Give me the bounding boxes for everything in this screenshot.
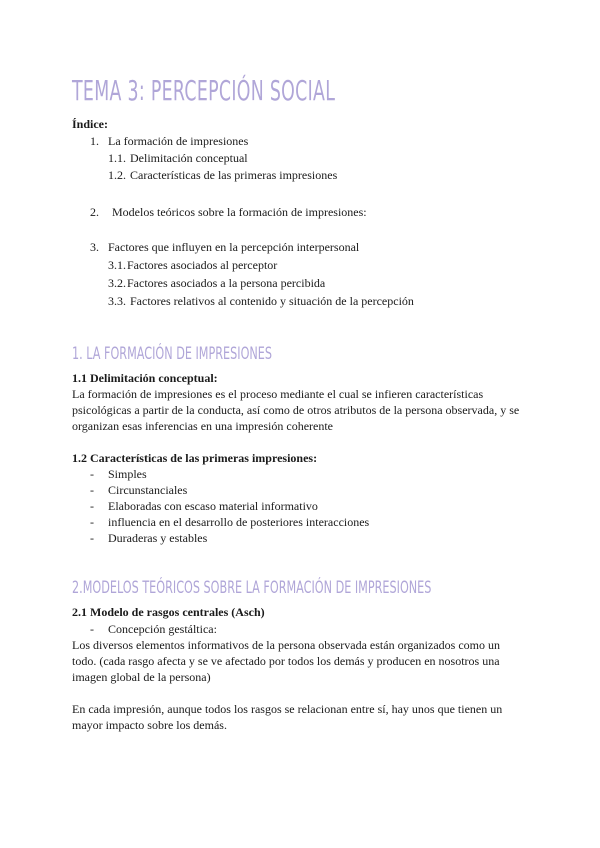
paragraph-line: todo. (cada rasgo afecta y se ve afectado por todos los demás y producen en nosotros una (72, 654, 500, 668)
paragraph-line: Los diversos elementos informativos de la persona observada están organizados como un (72, 638, 500, 652)
bullet-marker: - (90, 499, 94, 513)
subsection-2-1-heading: 2.1 Modelo de rasgos centrales (Asch) (72, 605, 265, 619)
list-item: Concepción gestáltica: (108, 622, 217, 636)
index-item-3-num: 3. (90, 240, 99, 254)
list-item: Circunstanciales (108, 483, 188, 497)
index-item-3-2-num: 3.2. (108, 276, 126, 290)
index-item-1-2-label: Características de las primeras impresiones (130, 168, 338, 182)
subsection-1-2-heading: 1.2 Características de las primeras impresiones: (72, 451, 318, 465)
list-item: Simples (108, 467, 147, 481)
index-item-3-3-num: 3.3. (108, 294, 126, 308)
index-item-2-num: 2. (90, 205, 99, 219)
paragraph-line: psicológicas a partir de la conducta, así como de otros atributos de la persona observada, y se (72, 403, 520, 417)
bullet-marker: - (90, 467, 94, 481)
paragraph-line: La formación de impresiones es el proceso mediante el cual se infieren características (72, 387, 484, 401)
index-item-3-2-label: Factores asociados a la persona percibida (127, 276, 326, 290)
index-item-1-num: 1. (90, 134, 99, 148)
paragraph-line: mayor impacto sobre los demás. (72, 718, 227, 732)
index-heading: Índice: (72, 117, 108, 131)
paragraph-line: imagen global de la persona) (72, 670, 211, 684)
subsection-1-1-heading: 1.1 Delimitación conceptual: (72, 371, 218, 385)
bullet-marker: - (90, 622, 94, 636)
index-item-2-label: Modelos teóricos sobre la formación de impresiones: (112, 205, 367, 219)
list-item: influencia en el desarrollo de posteriores interacciones (108, 515, 370, 529)
bullet-marker: - (90, 531, 94, 545)
index-item-1-1-num: 1.1. (108, 151, 126, 165)
index-item-3-1-num: 3.1. (108, 258, 126, 272)
bullet-marker: - (90, 515, 94, 529)
list-item: Elaboradas con escaso material informativo (108, 499, 318, 513)
paragraph-line: organizan esas inferencias en una impresión coherente (72, 419, 333, 433)
index-item-3-label: Factores que influyen en la percepción interpersonal (108, 240, 360, 254)
bullet-marker: - (90, 483, 94, 497)
index-item-1-label: La formación de impresiones (108, 134, 249, 148)
page-title: TEMA 3: PERCEPCIÓN SOCIAL (72, 74, 336, 107)
section-2-heading: 2.MODELOS TEÓRICOS SOBRE LA FORMACIÓN DE IMPRESIONES (72, 578, 432, 598)
section-1-heading: 1. LA FORMACIÓN DE IMPRESIONES (72, 344, 273, 364)
index-item-3-1-label: Factores asociados al perceptor (127, 258, 278, 272)
index-item-1-2-num: 1.2. (108, 168, 126, 182)
index-item-1-1-label: Delimitación conceptual (130, 151, 248, 165)
list-item: Duraderas y estables (108, 531, 208, 545)
index-item-3-3-label: Factores relativos al contenido y situación de la percepción (130, 294, 414, 308)
paragraph-line: En cada impresión, aunque todos los rasgos se relacionan entre sí, hay unos que tienen un (72, 702, 503, 716)
